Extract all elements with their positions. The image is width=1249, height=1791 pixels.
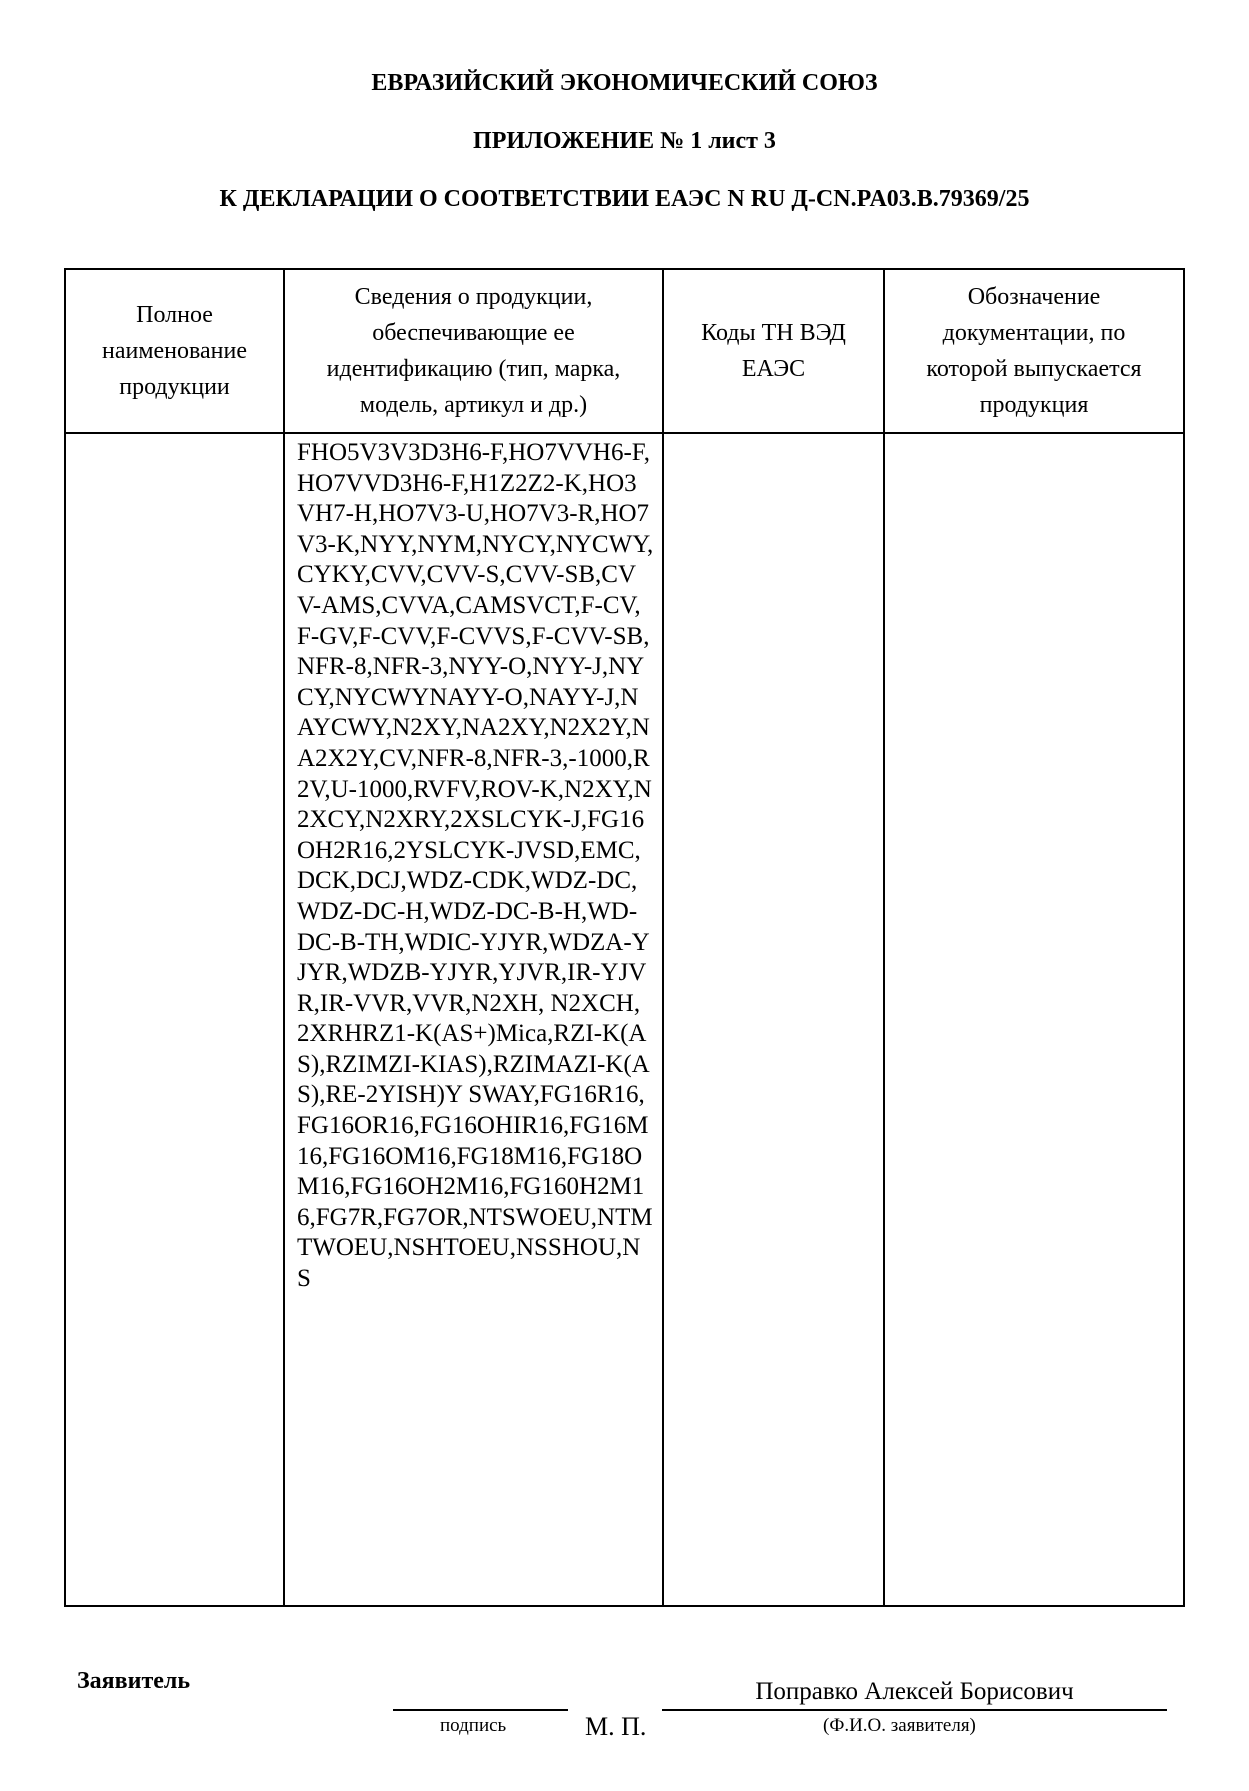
model-list: FHO5V3V3D3H6-F,HO7VVH6-F,HO7VVD3H6-F,H1Z2Z2-K,HO3VH7-H,HO7V3-U,HO7V3-R,HO7V3-K,NYY,NYM,NYCY,NYCWY,CYKY,CVV,CVV-S,CVV-SB,CVV-AMS,CVVA,CAMSVCT,F-CV,F-GV,F-CVV,F-CVVS,F-CVV-SB,NFR-8,NFR-3,NYY-O,NYY-J,NYCY,NYCWYNAYY-O,NAYY-J,NAYCWY,N2XY,NA2XY,N2X2Y,NA2X2Y,CV,NFR-8,NFR-3,-1000,R2V,U-1000,RVFV,ROV-K,N2XY,N2XCY,N2XRY,2XSLCYK-J,FG16OH2R16,2YSLCYK-JVSD,EMC,DCK,DCJ,WDZ-CDK,WDZ-DC,WDZ-DC-H,WDZ-DC-B-H,WD-DC-B-TH,WDIC-YJYR,WDZA-YJYR,WDZB-YJYR,YJVR,IR-YJVR,IR-VVR,VVR,N2XH, N2XCH, 2XRHRZ1-K(AS+)Mica,RZI-K(AS),RZIMZI-KIAS),RZIMAZI-K(AS),RE-2YISH)Y SWAY,FG16R16,FG16OR16,FG16OHIR16,FG16M16,FG16OM16,FG18M16,FG18OM16,FG16OH2M16,FG160H2M16,FG7R,FG7OR,NTSWOEU,NTMTWOEU,NSHTOEU,NSSHOU,NS xyxy=(297,439,654,1293)
product-identification-cell xyxy=(284,433,663,1606)
applicant-label: Заявитель xyxy=(77,1668,191,1694)
signature-caption: подпись xyxy=(440,1715,507,1736)
hs-codes-cell xyxy=(663,433,884,1606)
product-name-cell xyxy=(65,433,284,1606)
appendix-title: ПРИЛОЖЕНИЕ № 1 лист 3 xyxy=(473,128,776,154)
documentation-cell xyxy=(884,433,1184,1606)
union-title: ЕВРАЗИЙСКИЙ ЭКОНОМИЧЕСКИЙ СОЮЗ xyxy=(371,70,878,96)
name-caption: (Ф.И.О. заявителя) xyxy=(823,1715,976,1736)
table-row xyxy=(65,433,1184,1606)
signature-line xyxy=(393,1709,568,1711)
applicant-name: Поправко Алексей Борисович xyxy=(755,1678,1074,1705)
column-header-name: Полное наименование продукции xyxy=(65,269,284,433)
table-header-row xyxy=(65,269,1184,433)
stamp-place: М. П. xyxy=(585,1712,647,1741)
products-table xyxy=(64,268,1185,1607)
column-header-documentation: Обозначение документации, по которой выпускается продукция xyxy=(884,269,1184,433)
column-header-identification: Сведения о продукции, обеспечивающие ее идентификацию (тип, марка, модель, артикул и др.) xyxy=(284,269,663,433)
declaration-title: К ДЕКЛАРАЦИИ О СООТВЕТСТВИИ ЕАЭС N RU Д-CN.PA03.B.79369/25 xyxy=(219,186,1030,212)
column-header-codes: Коды ТН ВЭД ЕАЭС xyxy=(663,269,884,433)
name-line xyxy=(662,1709,1167,1711)
